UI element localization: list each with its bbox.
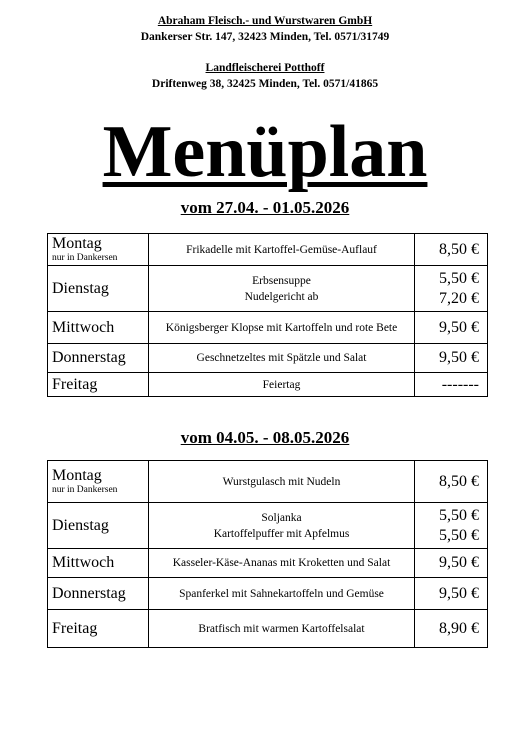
price-cell: [415, 344, 488, 373]
price-cell: [415, 503, 488, 549]
price-cell: [415, 234, 488, 266]
day-cell: [48, 266, 149, 312]
company-block-potthoff: [0, 60, 530, 92]
day-cell: [48, 610, 149, 648]
table-row: [48, 578, 488, 610]
day-name: Mittwoch: [52, 554, 115, 571]
company-address: Dankerser Str. 147, 32423 Minden, Tel. 0571/31749: [140, 31, 390, 43]
dish-text: Spanferkel mit Sahnekartoffeln und Gemüse: [179, 587, 384, 600]
day-name: Montag: [52, 467, 102, 484]
table-row: [48, 234, 488, 266]
table-row: [48, 461, 488, 503]
table-row: [48, 266, 488, 312]
day-cell: [48, 461, 149, 503]
table-row: [48, 312, 488, 344]
dish-cell: [149, 578, 415, 610]
company-address: Driftenweg 38, 32425 Minden, Tel. 0571/41865: [151, 78, 379, 90]
dish-cell: [149, 610, 415, 648]
price-text: -------: [441, 375, 479, 393]
week-range-title: vom 04.05. - 08.05.2026: [180, 428, 350, 447]
price-cell: [415, 312, 488, 344]
day-cell: [48, 578, 149, 610]
dish-cell: [149, 312, 415, 344]
price-text: 8,50 €: [439, 240, 479, 258]
company-block-abraham: [0, 13, 530, 45]
day-cell: [48, 503, 149, 549]
day-note: nur in Dankersen: [52, 485, 118, 495]
day-name: Freitag: [52, 375, 98, 393]
price-text: 9,50 €: [439, 349, 479, 366]
day-name: Montag: [52, 235, 102, 252]
day-cell: [48, 344, 149, 373]
table-row: [48, 549, 488, 578]
day-name: Freitag: [52, 619, 98, 637]
dish-text: Königsberger Klopse mit Kartoffeln und rote Bete: [165, 321, 398, 334]
table-row: [48, 344, 488, 373]
menu-table-body: [48, 234, 488, 397]
price-cell: [415, 549, 488, 578]
price-text: 5,50 €: [439, 269, 479, 287]
day-name: Dienstag: [52, 279, 109, 297]
week-range-title: vom 27.04. - 01.05.2026: [180, 198, 350, 217]
dish-cell: [149, 266, 415, 312]
price-text: 7,20 €: [439, 289, 479, 307]
table-row: [48, 610, 488, 648]
table-row: [48, 373, 488, 397]
dish-cell: [149, 234, 415, 266]
table-row: [48, 503, 488, 549]
day-note: nur in Dankersen: [52, 253, 118, 263]
menu-table-week-2: [47, 460, 488, 648]
price-text: 5,50 €: [439, 506, 479, 524]
dish-cell: [149, 344, 415, 373]
dish-cell: [149, 549, 415, 578]
dish-cell: [149, 373, 415, 397]
dish-text: Geschnetzeltes mit Spätzle und Salat: [196, 352, 367, 364]
day-cell: [48, 373, 149, 397]
day-name: Donnerstag: [52, 349, 126, 366]
price-cell: [415, 461, 488, 503]
dish-text: Wurstgulasch mit Nudeln: [222, 475, 341, 488]
price-text: 8,50 €: [439, 472, 479, 490]
price-text: 9,50 €: [439, 318, 479, 336]
price-cell: [415, 266, 488, 312]
dish-text: Soljanka: [261, 511, 302, 524]
company-name: Landfleischerei Potthoff: [205, 62, 325, 74]
day-cell: [48, 312, 149, 344]
day-cell: [48, 234, 149, 266]
day-cell: [48, 549, 149, 578]
price-text: 5,50 €: [439, 526, 479, 544]
dish-text: Erbsensuppe: [252, 274, 311, 287]
dish-text: Frikadelle mit Kartoffel-Gemüse-Auflauf: [186, 243, 377, 256]
page-title: Menüplan: [102, 111, 428, 193]
day-name: Dienstag: [52, 516, 109, 534]
dish-cell: [149, 503, 415, 549]
price-text: 9,50 €: [439, 584, 479, 602]
day-name: Mittwoch: [52, 318, 115, 336]
dish-text: Bratfisch mit warmen Kartoffelsalat: [198, 622, 365, 635]
company-name: Abraham Fleisch.- und Wurstwaren GmbH: [157, 15, 373, 27]
menu-table-week-1: [47, 233, 488, 397]
price-cell: [415, 373, 488, 397]
price-cell: [415, 610, 488, 648]
menu-table-body: [48, 461, 488, 648]
price-cell: [415, 578, 488, 610]
day-name: Donnerstag: [52, 584, 126, 602]
price-text: 9,50 €: [439, 554, 479, 571]
dish-text: Feiertag: [262, 378, 301, 391]
dish-cell: [149, 461, 415, 503]
price-text: 8,90 €: [439, 619, 479, 637]
dish-text: Kartoffelpuffer mit Apfelmus: [213, 527, 350, 540]
dish-text: Kasseler-Käse-Ananas mit Kroketten und Salat: [172, 557, 391, 569]
dish-text: Nudelgericht ab: [244, 290, 319, 303]
